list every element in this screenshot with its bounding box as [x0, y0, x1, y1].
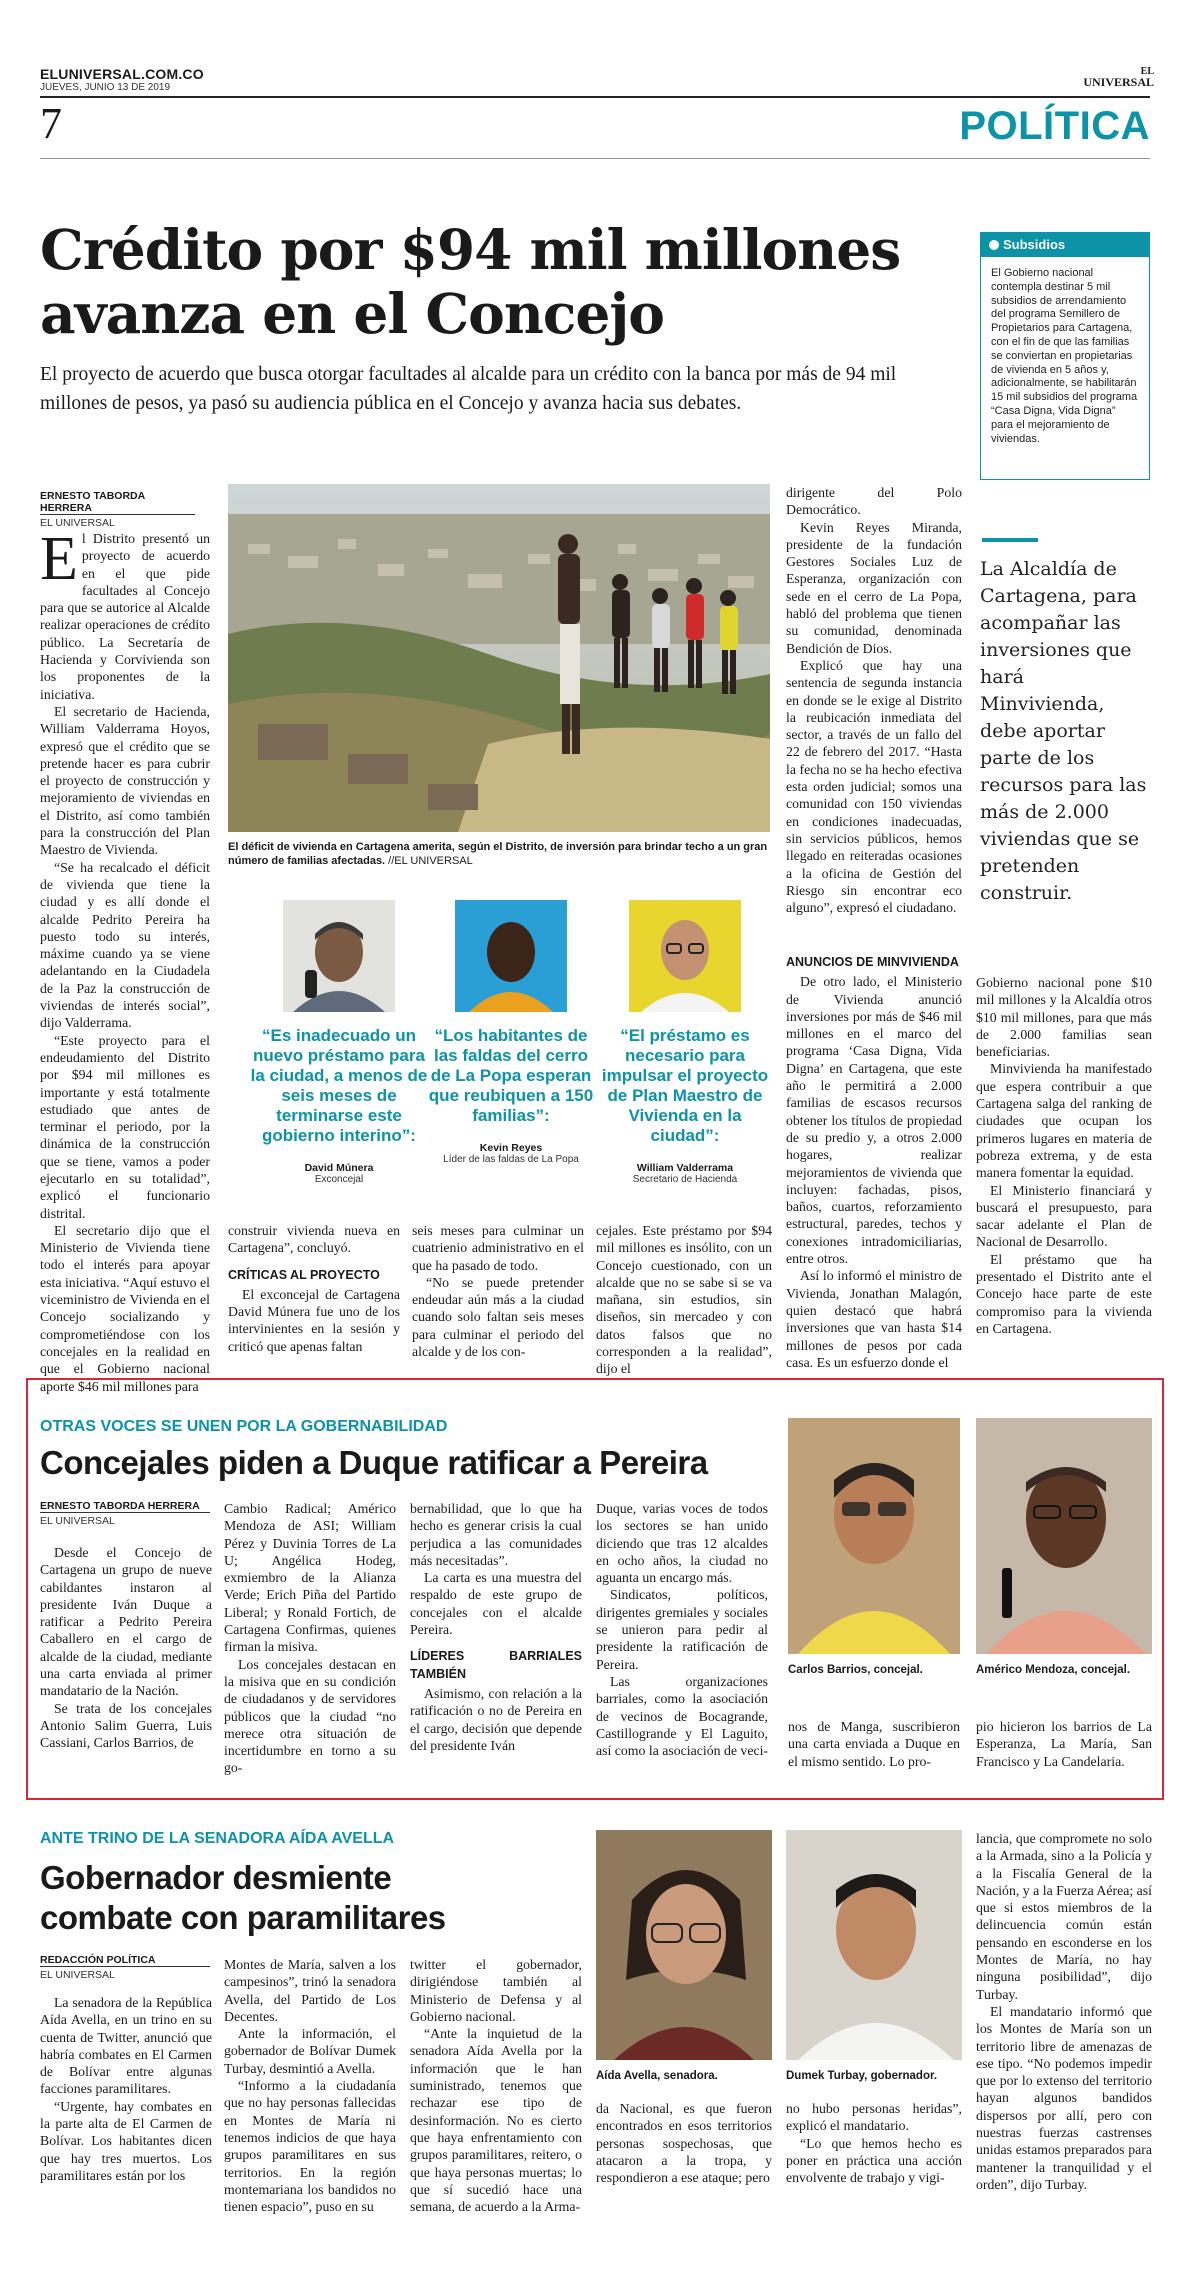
photo-americo-mendoza: [976, 1418, 1152, 1654]
paragraph: construir vivienda nueva en Cartagena”, concluyó.: [228, 1223, 400, 1256]
paragraph: l Distrito presentó un proyecto de acuerdo en el que pide facultades al Concejo para que se autorice al Alcalde realizar operaciones de crédito público. La Secretaría de Hacienda y Corvivienda son los proponentes de la iniciativa.: [40, 531, 210, 702]
paragraph: twitter el gobernador, dirigiéndose también al Ministerio de Defensa y al Gobierno nacional.: [410, 1957, 582, 2024]
paragraph: nos de Manga, suscribieron una carta enviada a Duque en el mismo sentido. Lo pro-: [788, 1719, 960, 1769]
paragraph: Los concejales destacan en la misiva que en su condición de ciudadanos y de servidores públicos que la ciudad “no merece otra situación de incertidumbre en torno a su go-: [224, 1656, 396, 1776]
site-url: ELUNIVERSAL.COM.CO: [40, 66, 204, 82]
quote-reyes-text: “Los habitantes de las faldas del cerro de La Popa esperan que reubiquen a 150 familias”:: [428, 1026, 594, 1125]
portrait-reyes: [455, 900, 567, 1012]
quote-reyes-name: Kevin Reyes: [479, 1142, 543, 1154]
page-number: 7: [40, 99, 62, 148]
story2-column-1: [40, 1544, 212, 1788]
paragraph: Explicó que hay una sentencia de segunda instancia en donde se le exige al Distrito la reubicación inmediata del sector, a través de un fallo del 22 de febrero del 2017. “Hasta la fecha no se ha hecho efectiva esta orden judicial; somos una comunidad con 150 viviendas en condiciones inadecuadas, sin servicios públicos, hemos llegado en reiteradas ocasiones a la oficina de Gestión del Riesgo sin encontrar eco alguno”, expresó el ciudadano.: [786, 657, 962, 916]
story2-byline: [40, 1500, 210, 1527]
paragraph: “Se ha recalcado el déficit de vivienda que tiene la ciudad y es allí donde el alcalde Pedrito Pereira ha puesto todo su interés, máxime cuando ya se viene adelantando en la Ciudadela de la Paz la construcción de viviendas de interés social”, dijo Valderrama.: [40, 859, 210, 1031]
story3-column-2: [224, 1956, 396, 2264]
logo-top: EL: [1140, 66, 1154, 77]
story3-headline: [40, 1858, 600, 1938]
portrait-valderrama: [629, 900, 741, 1012]
paragraph: Sindicatos, políticos, dirigentes gremiales y sociales se unieron para pedir al presidente la ratificación de Pereira.: [596, 1587, 768, 1672]
paragraph: El Ministerio financiará y buscará el presupuesto, para sacar adelante el Plan de Nacional de Desarrollo.: [976, 1182, 1152, 1250]
story3-column-4: [596, 2100, 772, 2264]
story2-byline-org: EL UNIVERSAL: [40, 1512, 210, 1527]
paragraph: Gobierno nacional pone $10 mil millones y la Alcaldía otros $10 mil millones, para que más de 2.000 familias sean beneficiarias.: [976, 975, 1152, 1060]
main-column-1: [40, 525, 210, 1394]
paragraph: La senadora de la República Aída Avella, en un trino en su cuenta de Twitter, anunció que habría combates en El Carmen de Bolívar entre algunas facciones paramilitares.: [40, 1995, 212, 2097]
story2-column-4: [596, 1500, 768, 1788]
photo-americo-mendoza-drawing: [976, 1418, 1152, 1654]
photo-dumek-turbay-drawing: [786, 1830, 962, 2060]
photo-dumek-turbay: [786, 1830, 962, 2060]
paragraph: Así lo informó el ministro de Vivienda, Jonathan Malagón, quien destacó que habrá inversiones que van hasta $14 millones de pesos por cada casa. Es un esfuerzo donde el: [786, 1268, 962, 1370]
photo-carlos-barrios: [788, 1418, 960, 1654]
subhead-criticas: CRÍTICAS AL PROYECTO: [228, 1267, 380, 1282]
paragraph: Asimismo, con relación a la ratificación o no de Pereira en el cargo, decisión que depende del presidente Iván: [410, 1685, 582, 1753]
section-title: POLÍTICA: [959, 104, 1150, 148]
quote-munera: [250, 900, 428, 1185]
main-column-4: [786, 484, 962, 954]
story2-column-2: [224, 1500, 396, 1788]
main-photo-drawing: [228, 484, 770, 832]
story3-byline: [40, 1954, 210, 1981]
story2-column-5: [788, 1718, 960, 1788]
masthead-rule: [40, 96, 1150, 98]
quote-munera-text: “Es inadecuado un nuevo préstamo para la ciudad, a menos de seis meses de terminarse este gobierno interino”:: [250, 1026, 428, 1145]
story2-column-6: [976, 1718, 1152, 1788]
main-column-5: [976, 974, 1152, 1358]
photo-aida-avella-drawing: [596, 1830, 772, 2060]
paragraph: Se trata de los concejales Antonio Salim Guerra, Luis Cassiani, Carlos Barrios, de: [40, 1700, 212, 1751]
quote-munera-role: Exconcejal: [314, 1174, 364, 1185]
paragraph: da Nacional, es que fueron encontrados en esos territorios personas sospechosas, que atacaron a la tropa, y respondieron a ese ataque; pero: [596, 2101, 772, 2186]
photo-aida-avella: [596, 1830, 772, 2060]
main-headline-line2: avanza en el Concejo: [40, 281, 664, 346]
bullet-icon: [989, 240, 999, 250]
story2-photo1-caption: Carlos Barrios, concejal.: [788, 1664, 923, 1676]
paragraph: Las organizaciones barriales, como la asociación de vecinos de Bocagrande, Castillogrande y El Laguito, así como la asociación de veci-: [596, 1673, 769, 1759]
pull-quote-bar: [982, 538, 1038, 542]
quote-valderrama-text: “El préstamo es necesario para impulsar el proyecto de Plan Maestro de Vivienda en la ciudad”:: [601, 1026, 769, 1145]
photo-carlos-barrios-drawing: [788, 1418, 960, 1654]
pull-quote: La Alcaldía de Cartagena, para acompañar las inversiones que hará Minvivienda, debe aportar parte de los recursos para las más de 2.000 viviendas que se pretenden construir.: [980, 558, 1147, 904]
logo-bottom: UNIVERSAL: [1083, 75, 1154, 89]
subhead-minvivienda: ANUNCIOS DE MINVIVIENDA: [786, 955, 959, 969]
paragraph: El mandatario informó que los Montes de María son un territorio libre de amenazas de ese tipo. “No podemos impedir que por lo extenso del territorio hayan algunos bandidos dispersos por allí, pero con nuestras fuerzas castrenses unidas estamos preparados para mantener la tranquilidad y el orden”, dijo Turbay.: [976, 2003, 1152, 2192]
paragraph: Desde el Concejo de Cartagena un grupo de nueve cabildantes instaron al presidente Iván Duque a ratificar a Pedrito Pereira Caballero en el cargo de alcalde de la ciudad, mediante una carta enviada al primer mandatario de la Nación.: [40, 1545, 212, 1699]
paragraph: no hubo personas heridas”, explicó el mandatario.: [786, 2101, 962, 2134]
portrait-munera: [283, 900, 395, 1012]
paragraph: lancia, que compromete no solo a la Armada, sino a la Policía y a la Fiscalía General de la Nación, y a la Fuerza Aérea; así que si estos miembros de la delincuencia común están pensando en esconderse en los Montes de María, no hay ninguna posibilidad”, dijo Turbay.: [976, 1831, 1152, 2002]
paragraph: Ante la información, el gobernador de Bolívar Dumek Turbay, desmintió a Avella.: [224, 2026, 396, 2076]
main-photo-caption: [228, 840, 770, 868]
paragraph: dirigente del Polo Democrático.: [786, 485, 962, 518]
subsidios-title: Subsidios: [1003, 237, 1066, 252]
paragraph: Duque, varias voces de todos los sectores se han unido diciendo que tras 12 alcaldes en ocho años, la ciudad no aguanta un encargo más.: [596, 1501, 768, 1586]
subsidios-box: [980, 232, 1150, 480]
story3-headline-line2: combate con paramilitares: [40, 1899, 446, 1936]
paragraph: “Este proyecto para el endeudamiento del Distrito por $94 mil millones es importante y está totalmente estudiado que antes de terminar el periodo, por la dinámica de la construcción que se tiene, vamos a poder ejecutarlo en su totalidad”, explicó el funcionario distrital.: [40, 1032, 210, 1221]
main-column-3b: [596, 1222, 772, 1377]
story3-kicker: ANTE TRINO DE LA SENADORA AÍDA AVELLA: [40, 1830, 395, 1847]
story2-column-3: [410, 1500, 582, 1788]
drop-cap: E: [40, 525, 78, 593]
main-deck: El proyecto de acuerdo que busca otorgar facultades al alcalde para un crédito con la banca por más de 94 mil millones de pesos, ya pasó su audiencia pública en el Concejo y avanza hacia sus debates.: [40, 364, 897, 414]
main-photo-cartagena-hillside: [228, 484, 770, 832]
paragraph: La carta es una muestra del respaldo de este grupo de concejales con el alcalde Pereira.: [410, 1570, 582, 1638]
story2-headline: Concejales piden a Duque ratificar a Pereira: [40, 1444, 708, 1481]
paragraph: “Informo a la ciudadanía que no hay personas fallecidas en Montes de María ni tenemos indicios de que haya grupos paramilitares en sus territorios. En la región montemariana los bandidos no tienen espacio”, puso en su: [224, 2078, 396, 2215]
paragraph: “Ante la inquietud de la senadora Aída Avella por la información que le han suministrado, tenemos que rechazar ese tipo de desinformación. No es cierto que haya enfrentamiento con grupos paramilitares, reitero, o que haya personas muertas; lo que sí sucedió hace una semana, de acuerdo a la Arma-: [410, 2026, 582, 2215]
paragraph: Minvivienda ha manifestado que espera contribuir a que Cartagena salga del ranking de ciudades que ocupan los primeros lugares en materia de pobreza extrema, y de esta manera fomentar la equidad.: [976, 1061, 1152, 1181]
story3-headline-line1: Gobernador desmiente: [40, 1859, 392, 1896]
main-byline-org: EL UNIVERSAL: [40, 514, 195, 529]
caption-credit: //EL UNIVERSAL: [385, 855, 473, 867]
quote-valderrama: [596, 900, 774, 1185]
story2-subhead: LÍDERES BARRIALES TAMBIÉN: [410, 1649, 582, 1681]
quote-munera-name: David Múnera: [304, 1162, 374, 1174]
story2-byline-name: ERNESTO TABORDA HERRERA: [40, 1500, 200, 1512]
newspaper-logo: [1076, 66, 1154, 88]
main-column-4b: [786, 954, 962, 1370]
portrait-munera-drawing: [283, 900, 395, 1012]
story3-photo1-caption: Aída Avella, senadora.: [596, 2070, 718, 2082]
paragraph: El préstamo que ha presentado el Distrito ante el Concejo hace parte de este compromiso para la vivienda en Cartagena.: [976, 1251, 1152, 1336]
story3-photo2-caption: Dumek Turbay, gobernador.: [786, 2070, 938, 2082]
main-column-3: [412, 1222, 584, 1358]
story2-photo2-caption: Américo Mendoza, concejal.: [976, 1664, 1131, 1676]
story3-column-5: [786, 2100, 962, 2264]
quote-reyes-role: Líder de las faldas de La Popa: [443, 1154, 579, 1165]
quote-reyes: [422, 900, 600, 1165]
paragraph: “Urgente, hay combates en la parte alta de El Carmen de Bolívar. Los habitantes dicen que hay tres muertos. Los paramilitares están por los: [40, 2098, 212, 2183]
quote-valderrama-name: William Valderrama: [636, 1162, 734, 1174]
paragraph: Cambio Radical; Américo Mendoza de ASI; William Pérez y Duvinia Torres de La U; Angélica Hodeg, exmiembro de la Alianza Verde; Erich Piña del Partido Liberal; y Ronald Fortich, de Cartagena Confirmas, quienes firman la misiva.: [224, 1501, 396, 1655]
subsidios-body: El Gobierno nacional contempla destinar 5 mil subsidios de arrendamiento del programa Semillero de Propietarios para Cartagena, con el fin de que las familias se conviertan en propietarias de vivienda en 5 años y, adicionalmente, se habilitarán 15 mil subsidios del programa “Casa Digna, Vida Digna” para el mejoramiento de viviendas.: [991, 267, 1138, 445]
paragraph: El exconcejal de Cartagena David Múnera fue uno de los intervinientes en la sesión y criticó que apenas faltan: [228, 1286, 400, 1354]
story3-column-3: [410, 1956, 582, 2264]
portrait-reyes-drawing: [455, 900, 567, 1012]
main-byline-name: ERNESTO TABORDA HERRERA: [40, 490, 145, 514]
subsidios-box-header: [981, 233, 1149, 257]
main-headline-line1: Crédito por $94 mil millones: [40, 217, 901, 282]
paragraph: seis meses para culminar un cuatrienio administrativo en el que ha pasado de todo.: [412, 1223, 584, 1273]
paragraph: bernabilidad, que lo que ha hecho es generar crisis la cual perjudica a las comunidades más necesitadas”.: [410, 1501, 582, 1568]
paragraph: “No se puede pretender endeudar aún más a la ciudad cuando solo faltan seis meses para culminar el periodo del alcalde y de los con-: [412, 1274, 584, 1360]
story3-byline-name: REDACCIÓN POLÍTICA: [40, 1954, 156, 1966]
quote-valderrama-role: Secretario de Hacienda: [632, 1174, 738, 1185]
paragraph: El secretario dijo que el Ministerio de Vivienda tiene todo el interés para apoyar esta iniciativa. “Aquí estuvo el viceministro de Vivienda en el Concejo socializando y comprometiéndose con los concejales en la realidad en que el Gobierno nacional aporte $46 mil millones para: [40, 1222, 210, 1394]
section-rule: [40, 158, 1150, 159]
story3-column-6: [976, 1830, 1152, 2264]
story3-byline-org: EL UNIVERSAL: [40, 1966, 210, 1981]
paragraph: Kevin Reyes Miranda, presidente de la fundación Gestores Sociales Luz de Esperanza, organización con sede en el cerro de La Popa, habló del problema que tienen su comunidad, denominada Bendición de Dios.: [786, 519, 962, 656]
main-byline: [40, 490, 195, 529]
story2-kicker: OTRAS VOCES SE UNEN POR LA GOBERNABILIDAD: [40, 1418, 448, 1435]
paragraph: pio hicieron los barrios de La Esperanza, La María, San Francisco y La Candelaria.: [976, 1719, 1152, 1769]
caption-text: El déficit de vivienda en Cartagena amerita, según el Distrito, de inversión para brindar techo a un gran número de familias afectadas.: [228, 841, 768, 867]
main-column-2: [228, 1222, 400, 1358]
story3-column-1: [40, 1994, 212, 2264]
main-headline: [40, 218, 960, 346]
paragraph: El secretario de Hacienda, William Valderrama Hoyos, expresó que el crédito que se pretende hacer es para cubrir el proyecto de construcción y mejoramiento de viviendas en el Distrito, así como también para la construcción del Plan Maestro de Vivienda.: [40, 703, 210, 858]
paragraph: Montes de María, salven a los campesinos”, trinó la senadora Avella, del Partido de Los Decentes.: [224, 1957, 396, 2024]
paragraph: cejales. Este préstamo por $94 mil millones es insólito, con un Concejo cuestionado, con un alcalde que no se sabe si se va mañana, sin estudios, sin diseños, sin mercadeo y con datos falsos que no corresponden a la realidad”, dijo el: [596, 1223, 772, 1377]
portrait-valderrama-drawing: [629, 900, 741, 1012]
paragraph: De otro lado, el Ministerio de Vivienda anunció inversiones por más de $46 mil millones en el marco del programa ‘Casa Digna, Vida Digna’ en Cartagena, que este año le permitirá a 2.000 familias de escasos recursos obtener los títulos de propiedad de su predio y, a otros 2.000 hogares, realizar mejoramientos de vivienda que incluyen: fachadas, pisos, baños, cuartos, reforzamiento estructural, paredes, techos y conexiones intradomiciliarias, entre otros.: [786, 974, 962, 1267]
paragraph: “Lo que hemos hecho es poner en práctica una acción envolvente de trabajo y vigi-: [786, 2135, 962, 2186]
issue-date: JUEVES, JUNIO 13 DE 2019: [40, 82, 171, 93]
